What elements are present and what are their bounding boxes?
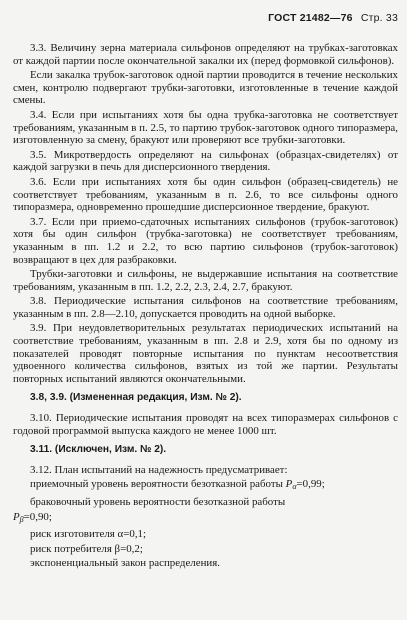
paragraph-3-12-intro: 3.12. План испытаний на надежность предусматривает: [30,463,288,476]
page-header [268,12,398,24]
document-body [13,42,398,572]
acceptance-level-line: приемочный уровень вероятности безотказной работы $P_\alpha=0,99$; [30,478,325,492]
distribution-law-line: экспоненциальный закон распределения. [30,557,220,570]
amendment-note-2: 3.11. (Исключен, Изм. № 2). [30,444,167,456]
paragraph-3-7: 3.7. Если при приемо-сдаточных испытаниях сильфонов (трубок-заготовок) хотя бы один сильфон (трубка-заготовка) не соответствует требованиям, указанным в пп. 1.2 и 2.2, то всю партию сильфонов (трубок-заготовок) возвращают в цех для разбраковки. [13,215,398,266]
paragraph-3-8: 3.8. Периодические испытания сильфонов на соответствие требованиям, указанным в пп. 2.8—2.10, допускается проводить на одной выборке. [13,295,398,320]
paragraph-3-4: 3.4. Если при испытаниях хотя бы одна трубка-заготовка не соответствует требованиям, указанным в п. 2.5, то партию трубок-заготовок одного типоразмера, изготовленную за смену, бракуют или проверяют все трубки-заготовки. [13,108,398,147]
standard-number: ГОСТ 21482—76 [268,12,353,24]
producer-risk-line: риск изготовителя α=0,1; [30,528,147,541]
paragraph-3-6: 3.6. Если при испытаниях хотя бы один сильфон (образец-свидетель) не соответствует требованиям, указанным в п. 2.6, то все сильфоны одного типоразмера, одновременно прошедшие дисперсионное твердение, бракуют. [13,175,398,214]
paragraph-3-10: 3.10. Периодические испытания проводят на всех типоразмерах сильфонов с годовой программой выпуска каждого не менее 1000 шт. [13,412,398,437]
paragraph-3-7-cont: Трубки-заготовки и сильфоны, не выдержавшие испытания на соответствие требованиям, указанным в пп. 1.2, 2.2, 2.3, 2.4, 2.7, бракуют. [13,268,398,293]
page-number: Стр. 33 [360,12,398,24]
amendment-note-1: 3.8, 3.9. (Измененная редакция, Изм. № 2). [30,392,242,404]
paragraph-3-3: 3.3. Величину зерна материала сильфонов определяют на трубках-заготовках от каждой партии после окончательной закалки их (перед формовкой сильфонов). [13,42,398,67]
rejection-level-value: $P_\beta=0,90$; [13,510,52,524]
paragraph-3-9: 3.9. При неудовлетворительных результатах периодических испытаний на соответствие требованиям, указанным в пп. 2.8 и 2.9, хотя бы по одному из показателей проводят повторные испытания по пунктам несоответствия удвоенного количества сильфонов, взятых из той же партии. Результаты повторных испытаний являются окончательными. [13,322,398,385]
paragraph-3-5: 3.5. Микротвердость определяют на сильфонах (образцах-свидетелях) от каждой загрузки в печь для дисперсионного твердения. [13,148,398,174]
consumer-risk-line: риск потребителя β=0,2; [30,542,143,555]
paragraph-3-3-cont: Если закалка трубок-заготовок одной партии проводится в течение нескольких смен, контролю подвергают трубки-заготовки, изготовленные в течение каждой смены. [13,69,398,107]
rejection-level-line: браковочный уровень вероятности безотказной работы [30,496,286,508]
